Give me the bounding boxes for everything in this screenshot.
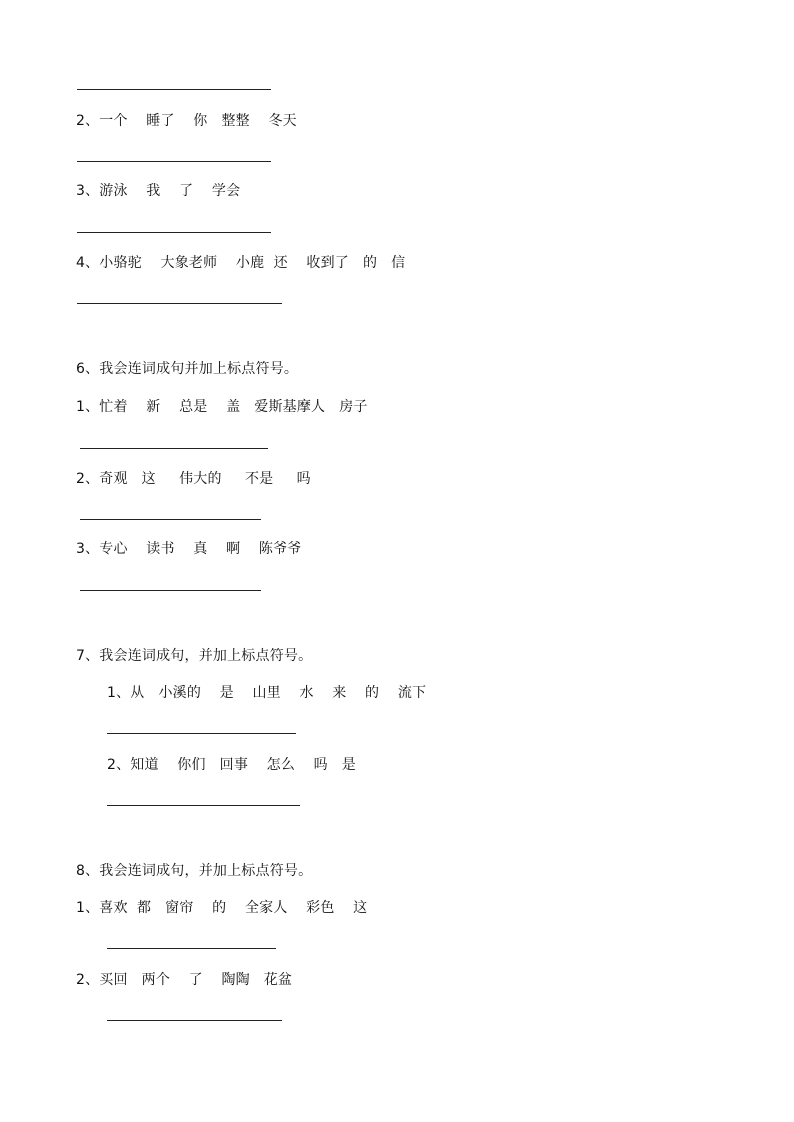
answer-line	[77, 89, 271, 90]
answer-line	[80, 519, 261, 520]
question-s7-q2: 2、知道 你们 回事 怎么 吗 是	[107, 757, 357, 773]
section-6-heading: 6、我会连词成句并加上标点符号。	[76, 361, 299, 377]
question-s1-q3: 3、游泳 我 了 学会	[76, 183, 241, 199]
answer-line	[107, 805, 300, 806]
question-s6-q3: 3、专心 读书 真 啊 陈爷爷	[76, 541, 302, 557]
question-s1-q4: 4、小骆驼 大象老师 小鹿 还 收到了 的 信	[76, 255, 406, 271]
question-s1-q2: 2、一个 睡了 你 整整 冬天	[76, 113, 297, 129]
answer-line	[77, 161, 271, 162]
answer-line	[80, 590, 261, 591]
question-s7-q1: 1、从 小溪的 是 山里 水 来 的 流下	[107, 685, 427, 701]
section-7-heading: 7、我会连词成句，并加上标点符号。	[76, 648, 313, 664]
question-s8-q2: 2、买回 两个 了 陶陶 花盆	[76, 972, 293, 988]
answer-line	[107, 1020, 282, 1021]
answer-line	[77, 303, 282, 304]
answer-line	[80, 448, 268, 449]
question-s6-q1: 1、忙着 新 总是 盖 爱斯基摩人 房子	[76, 399, 368, 415]
question-s6-q2: 2、奇观 这 伟大的 不是 吗	[76, 471, 311, 487]
answer-line	[77, 232, 271, 233]
question-s8-q1: 1、喜欢 都 窗帘 的 全家人 彩色 这	[76, 900, 368, 916]
answer-line	[107, 733, 296, 734]
section-8-heading: 8、我会连词成句，并加上标点符号。	[76, 863, 313, 879]
answer-line	[107, 948, 276, 949]
